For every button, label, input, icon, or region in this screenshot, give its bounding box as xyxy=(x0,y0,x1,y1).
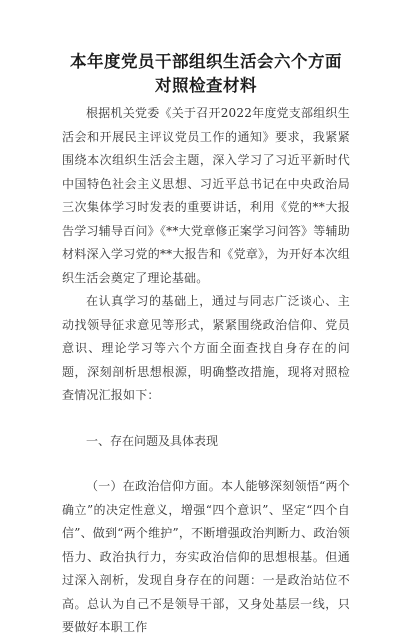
intro-paragraph: 根据机关党委《关于召开2022年度党支部组织生活会和开展民主评议党员工作的通知》要求，我紧紧围绕本次组织生活会主题，深入学习了习近平新时代中国特色社会主义思想、习近平总书记在中央政治局三次集体学习时发表的重要讲话，利用《党的**大报告学习辅导百问》《**大党章修正案学习问答》等辅助材料深入学习党的**大报告和《党章》，为开好本次组织生活会奠定了理论基础。 xyxy=(62,106,350,285)
political-belief-paragraph: （一）在政治信仰方面。本人能够深刻领悟“两个确立”的决定性意义，增强“四个意识”、坚定“四个自信”、做到“两个维护”，不断增强政治判断力、政治领悟力、政治执行力，夯实政治信仰的思想根基。但通过深入剖析，发现自身存在的问题：一是政治站位不高。总认为自己不是领导干部，又身处基层一线，只要做好本职工作 xyxy=(62,479,350,634)
document-title-line1: 本年度党员干部组织生活会六个方面 xyxy=(70,52,342,71)
method-paragraph: 在认真学习的基础上，通过与同志广泛谈心、主动找领导征求意见等形式，紧紧围绕政治信仰、党员意识、理论学习等六个方面全面查找自身存在的问题，深刻剖析思想根源，明确整改措施，现将对照检查情况汇报如下： xyxy=(62,294,350,402)
document-title-line2: 对照检查材料 xyxy=(155,76,257,95)
section-heading: 一、存在问题及具体表现 xyxy=(86,433,219,448)
